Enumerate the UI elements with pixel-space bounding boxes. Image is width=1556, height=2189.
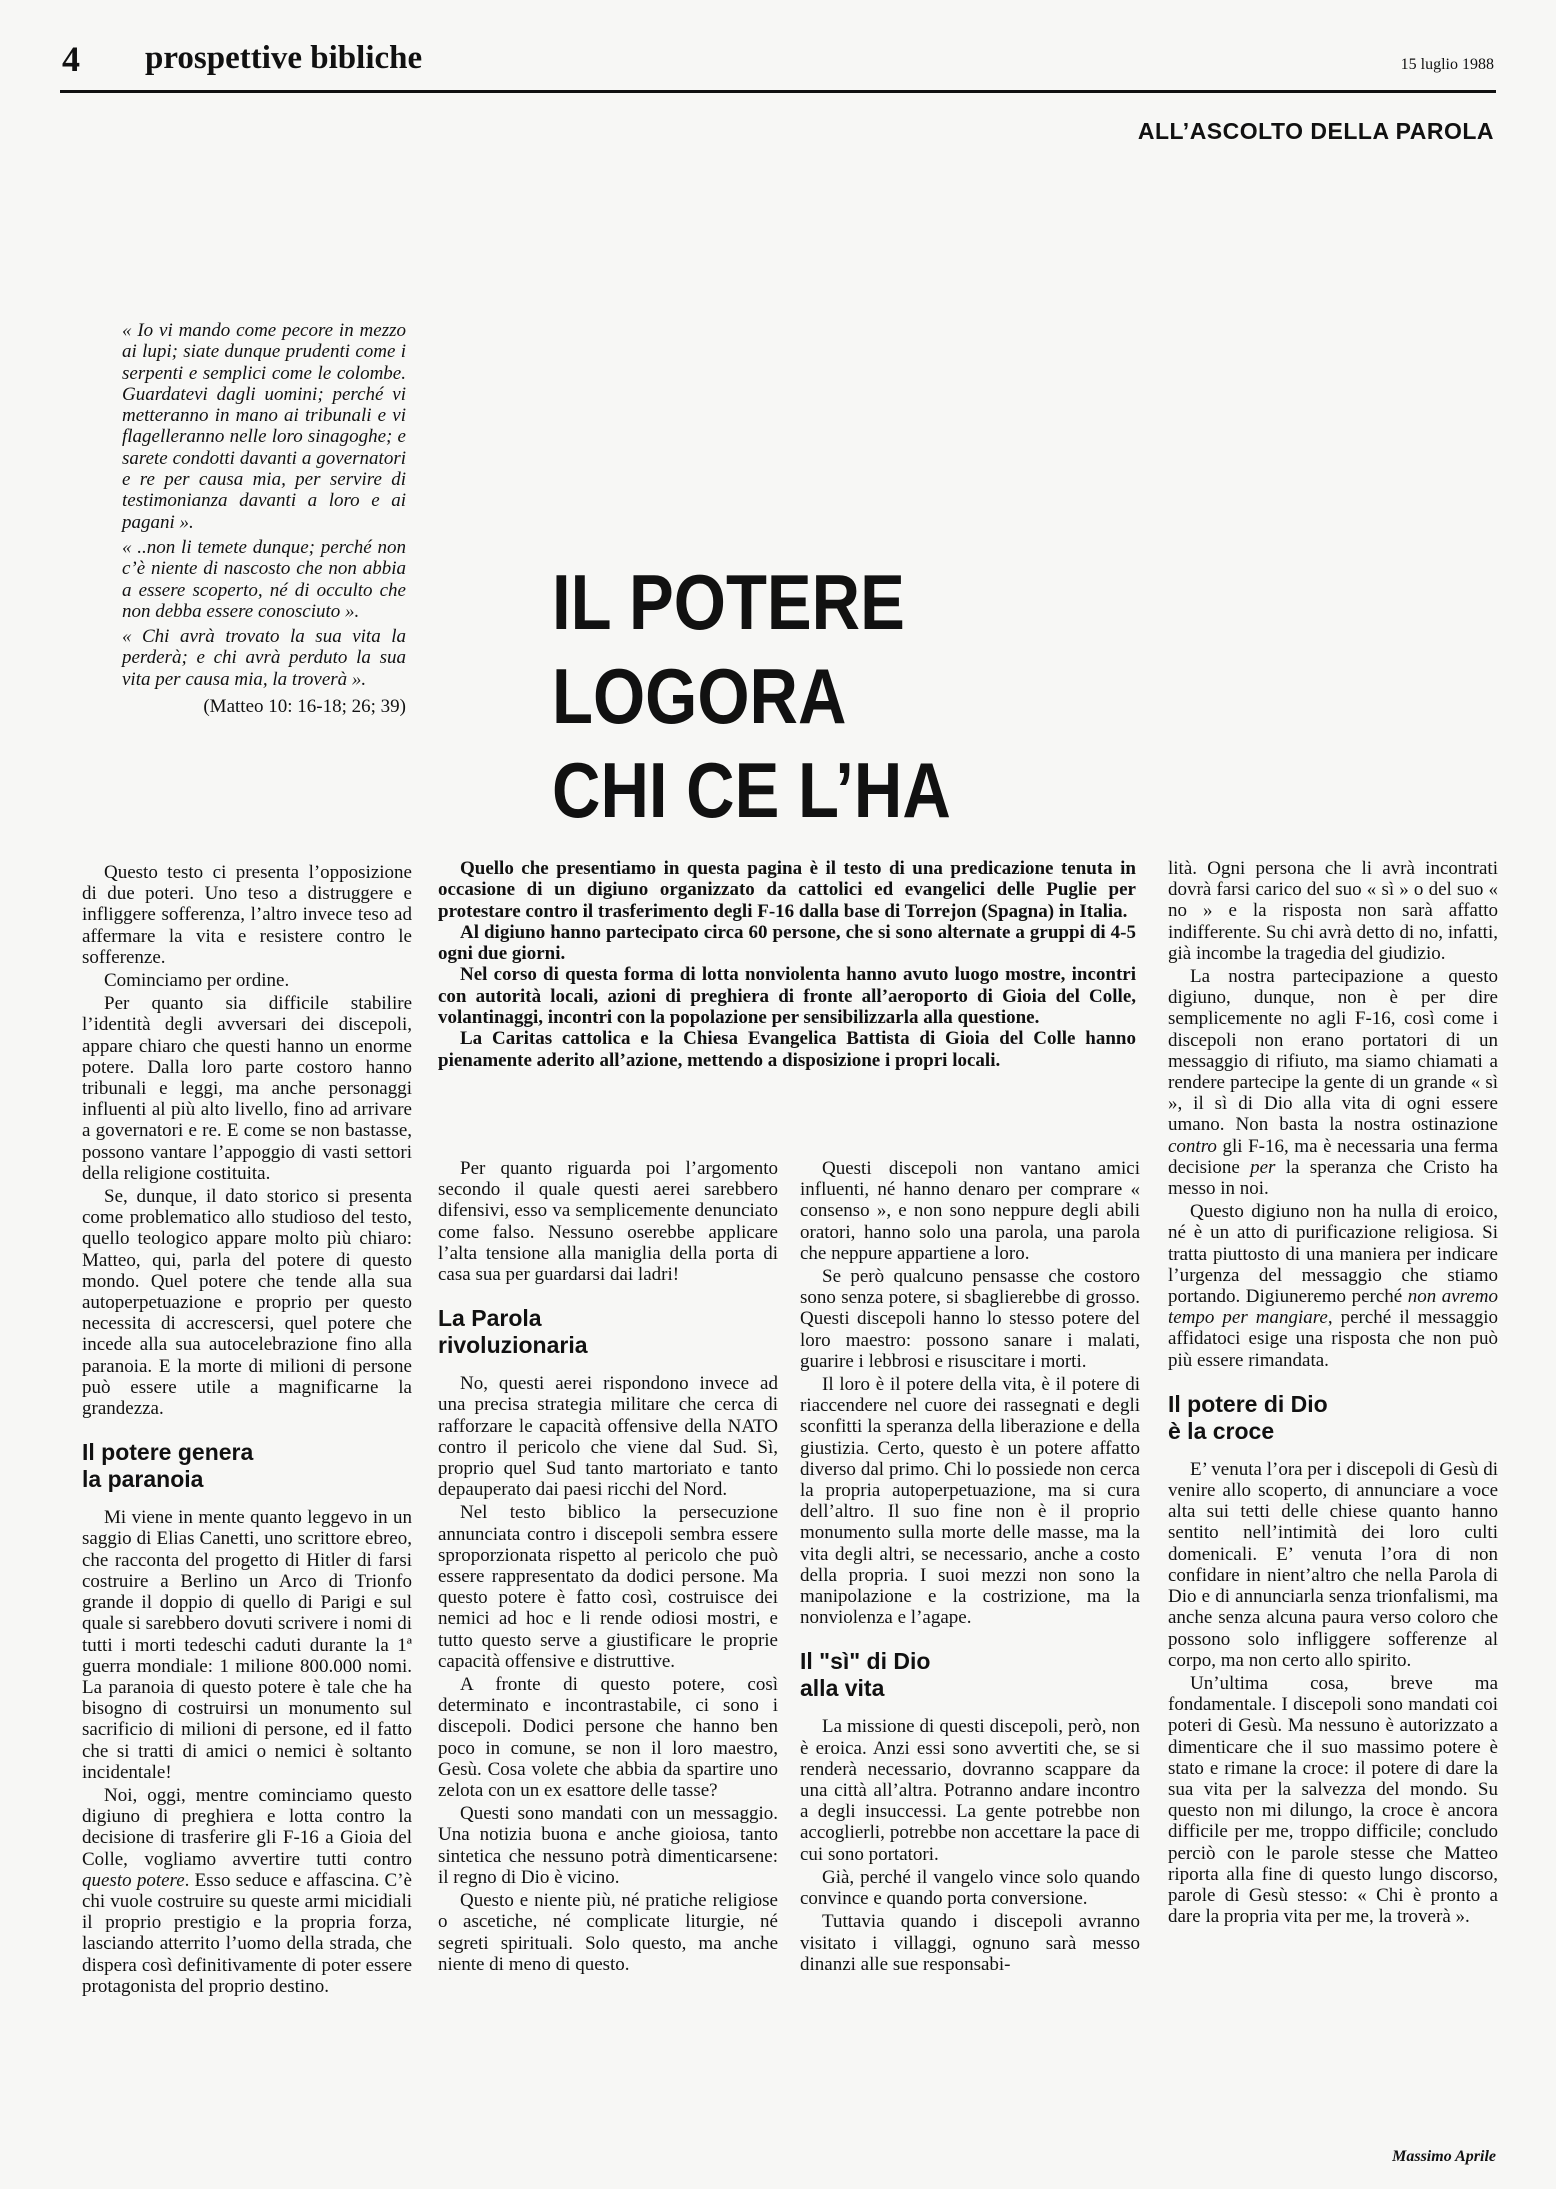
paragraph: Nel testo biblico la persecuzione annunciata contro i discepoli sembra essere sproporzionata rispetto al pericolo che può essere rappresentato da dodici persone. Ma questo potere è fatto così, costruisce dei nemici ad hoc e li rende odiosi mostri, e tutto questo serve a giustificare le proprie capacità offensive e distruttive. — [438, 1502, 778, 1672]
headline-line: IL POTERE — [552, 558, 905, 646]
paragraph: Questo testo ci presenta l’opposizione di due poteri. Uno teso a distruggere e infliggere sofferenza, l’altro invece teso ad affermare la vita e resistere contro le sofferenze. — [82, 862, 412, 968]
paragraph: Il loro è il potere della vita, è il potere di riaccendere nel cuore dei rassegnati e degli sconfitti la speranza della liberazione e della giustizia. Certo, questo è un potere affatto diverso dal primo. Chi lo possiede non cerca la propria autoperpetuazione, ma si cura dell’altro. Il suo fine non è il proprio monumento sulla morte delle masse, ma la vita degli altri, se necessario, anche a costo della propria. I suoi mezzi non sono la manipolazione e la costrizione, ma la nonviolenza e l’agape. — [800, 1374, 1140, 1629]
paragraph: A fronte di questo potere, così determinato e incontrastabile, ci sono i discepoli. Dodici persone che hanno ben poco in comune, se non il loro maestro, Gesù. Cosa volete che abbia da spartire uno zelota con un ex esattore delle tasse? — [438, 1674, 778, 1802]
subheading: Il potere di Dio è la croce — [1168, 1390, 1328, 1444]
paragraph: La missione di questi discepoli, però, non è eroica. Anzi essi sono avvertiti che, se si renderà necessario, dovranno scappare da una città all’altra. Potranno andare incontro a degli insuccessi. La gente potrebbe non accoglierli, potrebbe non accettare la pace di cui sono portatori. — [800, 1716, 1140, 1865]
headline-line: CHI CE L’HA — [552, 746, 951, 834]
paragraph: Un’ultima cosa, breve ma fondamentale. I discepoli sono mandati coi poteri di Gesù. Ma nessuno è autorizzato a dimenticare che il suo massimo potere è stato e rimane la croce: il potere di dare la sua vita per la salvezza del mondo. Su questo non mi dilungo, la croce è ancora difficile per me, troppo difficile; concludo perciò con le parole stesse che Matteo riporta alla fine di questo lungo discorso, parole di Gesù stesso: « Chi è pronto a dare la propria vita per me, la troverà ». — [1168, 1672, 1498, 1928]
subheading: Il "sì" di Dio alla vita — [800, 1648, 931, 1702]
page-number: 4 — [62, 39, 80, 79]
paragraph: Cominciamo per ordine. — [104, 970, 290, 992]
paragraph: E’ venuta l’ora per i discepoli di Gesù di venire allo scoperto, di annunciare a voce alta sui tetti delle chiese quanto hanno sentito nell’intimità dei loro culti domenicali. E’ venuta l’ora di non confidare in nient’altro che nella Parola di Dio e di annunciarla senza trionfalismi, ma anche senza alcuna paura verso coloro che possono solo infliggere sofferenze al corpo, ma non certo allo spirito. — [1168, 1458, 1498, 1671]
intro-box — [438, 858, 1136, 1071]
article-column-4 — [1168, 858, 1498, 1929]
paragraph: Questo e niente più, né pratiche religiose o ascetiche, né complicate liturgie, né segreti spirituali. Solo questo, ma anche niente di meno di questo. — [438, 1890, 778, 1975]
paragraph: Già, perché il vangelo vince solo quando convince e quando porta conversione. — [800, 1866, 1140, 1910]
article-column-1 — [82, 862, 412, 1999]
author-signature: Massimo Aprile — [1392, 2148, 1496, 2165]
paragraph: Questi sono mandati con un messaggio. Una notizia buona e anche gioiosa, tanto sintetica che nessuno potrà dimenticarsene: il regno di Dio è vicino. — [438, 1803, 778, 1888]
headline-line: LOGORA — [552, 652, 847, 740]
paragraph: lità. Ogni persona che li avrà incontrati dovrà farsi carico del suo « sì » o del suo « no » e la risposta non sarà affatto indifferente. Su chi avrà detto di no, infatti, già incombe la tragedia del giudizio. — [1168, 858, 1498, 964]
paragraph: Questo digiuno non ha nulla di eroico, né è un atto di purificazione religiosa. Si tratta piuttosto di una maniera per indicare l’urgenza del messaggio che stiamo portando. Digiuneremo perché non avremo tempo per mangiare, perché il messaggio affidatoci esige una risposta che non può più essere rimandata. — [1168, 1201, 1498, 1371]
article-column-3 — [800, 1158, 1140, 1977]
epigraph-paragraph: « Io vi mando come pecore in mezzo ai lupi; siate dunque prudenti come i serpenti e semplici come le colombe. Guardatevi dagli uomini; perché vi metteranno in mano ai tribunali e vi flagelleranno nelle loro sinagoghe; e sarete condotti davanti a governatori e re per causa mia, per servire di testimonianza davanti a loro e ai pagani ». — [122, 320, 406, 533]
article-column-2 — [438, 1158, 778, 1977]
paragraph: Noi, oggi, mentre cominciamo questo digiuno di preghiera e lotta contro la decisione di trasferire gli F-16 a Gioia del Colle, vogliamo avvertire tutti contro questo potere. Esso seduce e affascina. C’è chi vuole costruire su queste armi micidiali il proprio prestigio e la propria forza, lasciando atterrito l’uomo della strada, che dispera così definitivamente di poter essere protagonista del proprio destino. — [82, 1784, 412, 1997]
paragraph: Tuttavia quando i discepoli avranno visitato i villaggi, ognuno sarà messo dinanzi alle sue responsabi- — [800, 1911, 1140, 1975]
paragraph: Mi viene in mente quanto leggevo in un saggio di Elias Canetti, uno scrittore ebreo, che racconta del progetto di Hitler di farsi costruire a Berlino un Arco di Trionfo grande il doppio di quello di Parigi e sul quale si sarebbero dovuti scrivere i nomi di tutti i morti tedeschi caduti durante la 1ª guerra mondiale: 1 milione 800.000 nomi. La paranoia di questo potere è tale che ha bisogno di costruirsi un monumento sul sacrificio di milioni di persone, ed il fatto che si tratti di amici o nemici è soltanto incidentale! — [82, 1507, 412, 1783]
paragraph: Per quanto riguarda poi l’argomento secondo il quale questi aerei sarebbero difensivi, esso va semplicemente denunciato come falso. Nessuno oserebbe applicare l’alta tensione alla maniglia della porta di casa sua per guardarsi dai ladri! — [438, 1158, 778, 1286]
intro-paragraph: La Caritas cattolica e la Chiesa Evangelica Battista di Gioia del Colle hanno pienamente aderito all’azione, mettendo a disposizione i propri locali. — [438, 1028, 1136, 1071]
epigraph-paragraph: « ..non li temete dunque; perché non c’è niente di nascosto che non abbia a essere scoperto, né di occulto che non debba essere conosciuto ». — [122, 536, 406, 622]
paragraph: No, questi aerei rispondono invece ad una precisa strategia militare che cerca di rafforzare le capacità offensive della NATO contro il pericolo che viene dal Sud. Sì, proprio quel Sud tanto martoriato e tanto depauperato dai paesi ricchi del Nord. — [438, 1373, 778, 1501]
intro-paragraph: Quello che presentiamo in questa pagina è il testo di una predicazione tenuta in occasione di un digiuno organizzato da cattolici ed evangelici delle Puglie per protestare contro il trasferimento degli F-16 dalla base di Torrejon (Spagna) in Italia. — [438, 858, 1136, 922]
paragraph: Se però qualcuno pensasse che costoro sono senza potere, si sbaglierebbe di grosso. Questi discepoli hanno lo stesso potere del loro maestro: possono sanare i malati, guarire i lebbrosi e risuscitare i morti. — [800, 1266, 1140, 1372]
headline — [552, 555, 951, 837]
epigraph — [122, 320, 406, 717]
paragraph: Per quanto sia difficile stabilire l’identità degli avversari dei discepoli, appare chiaro che questi hanno un enorme potere. Dalla loro parte costoro hanno tribunali e leggi, ma anche personaggi influenti al più alto livello, fino ad arrivare a governatori e re. E come se non bastasse, possono vantare l’appoggio di vasti settori della religione costituita. — [82, 993, 412, 1184]
subheading: La Parola rivoluzionaria — [438, 1305, 588, 1359]
section-label: ALL’ASCOLTO DELLA PAROLA — [1137, 118, 1494, 144]
epigraph-paragraph: « Chi avrà trovato la sua vita la perderà; e chi avrà perduto la sua vita per causa mia, la troverà ». — [122, 626, 406, 690]
issue-date: 15 luglio 1988 — [1400, 56, 1494, 73]
paragraph: La nostra partecipazione a questo digiuno, dunque, non è per dire semplicemente no agli F-16, così come i discepoli non erano portatori di un messaggio di rifiuto, ma siamo chiamati a rendere partecipe la gente di un grande « sì », il sì di Dio alla vita di ogni essere umano. Non basta la nostra ostinazione contro gli F-16, ma è necessaria una ferma decisione per la speranza che Cristo ha messo in noi. — [1168, 966, 1498, 1200]
publication-title: prospettive bibliche — [145, 40, 423, 76]
intro-paragraph: Al digiuno hanno partecipato circa 60 persone, che si sono alternate a gruppi di 4-5 ogni due giorni. — [438, 921, 1136, 965]
intro-paragraph: Nel corso di questa forma di lotta nonviolenta hanno avuto luogo mostre, incontri con autorità locali, azioni di preghiera di fronte all’aeroporto di Gioia del Colle, volantinaggi, incontri con la popolazione per sensibilizzarla alla questione. — [438, 964, 1136, 1029]
header-rule — [60, 90, 1496, 93]
subheading: Il potere genera la paranoia — [82, 1439, 254, 1493]
paragraph: Se, dunque, il dato storico si presenta come problematico allo studioso del testo, quello teologico appare molto più chiaro: Matteo, qui, parla del potere di questo mondo. Quel potere che tende alla sua autoperpetuazione e proprio per questo necessita di accrescersi, quel potere che incede alla sua autocelebrazione fino alla paranoia. E la morte di milioni di persone può essere utile a magnificarne la grandezza. — [82, 1186, 412, 1420]
epigraph-reference: (Matteo 10: 16-18; 26; 39) — [203, 696, 406, 718]
paragraph: Questi discepoli non vantano amici influenti, né hanno denaro per comprare « consenso », e non sono neppure degli abili oratori, hanno solo una parola, una parola che neppure appartiene a loro. — [800, 1158, 1140, 1264]
